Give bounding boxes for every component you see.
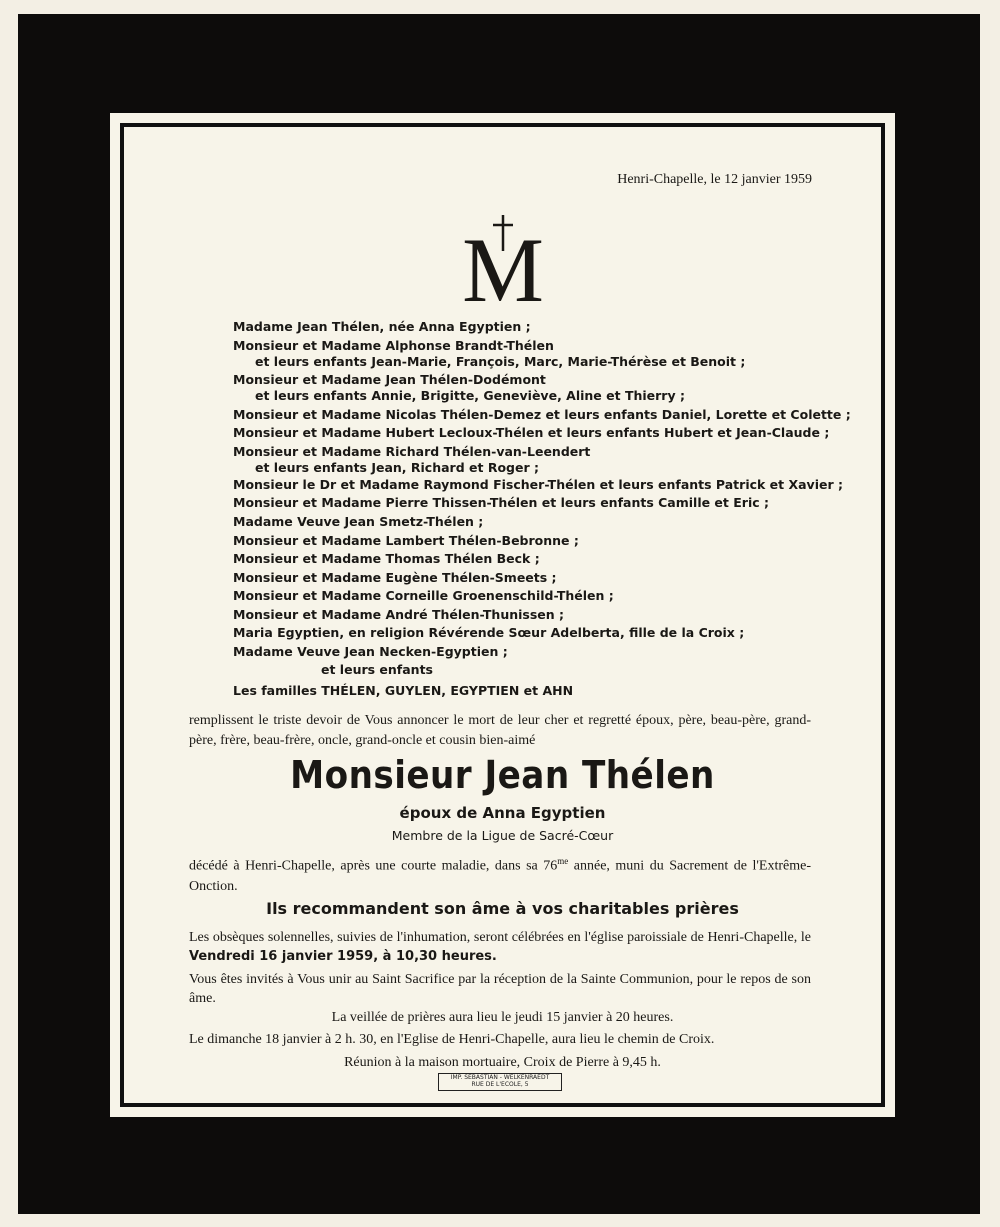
printer-name: IMP. SEBASTIAN - WELKENRAEDT — [450, 1074, 550, 1081]
way-of-cross-line: Le dimanche 18 janvier à 2 h. 30, en l'Eglise de Henri-Chapelle, aura lieu le chemin de Croix. — [189, 1032, 715, 1047]
meeting-line: Réunion à la maison mortuaire, Croix de Pierre à 9,45 h. — [344, 1055, 661, 1070]
family-line: Monsieur le Dr et Madame Raymond Fischer-Thélen et leurs enfants Patrick et Xavier ; — [233, 477, 843, 492]
family-line: et leurs enfants — [321, 662, 433, 677]
announcement-panel — [110, 113, 895, 1117]
intro-paragraph: remplissent le triste devoir de Vous annoncer le mort de leur cher et regretté époux, père, beau-père, grand-père, frère, beau-frère, oncle, grand-oncle et cousin bien-aimé — [189, 713, 811, 748]
family-line: Monsieur et Madame Lambert Thélen-Bebronne ; — [233, 533, 579, 548]
family-line: Monsieur et Madame André Thélen-Thunissen ; — [233, 607, 565, 622]
membership-line: Membre de la Ligue de Sacré-Cœur — [391, 828, 614, 843]
prayer-heading: Ils recommandent son âme à vos charitables prières — [266, 899, 739, 918]
printer-address: RUE DE L'ECOLE, 5 — [471, 1081, 529, 1088]
death-paragraph — [189, 851, 811, 897]
spouse-line: époux de Anna Egyptien — [399, 804, 606, 822]
family-line: Madame Veuve Jean Necken-Egyptien ; — [233, 644, 508, 659]
deceased-name: Monsieur Jean Thélen — [290, 753, 715, 797]
funeral-paragraph — [189, 928, 811, 966]
family-line: Monsieur et Madame Jean Thélen-Dodémont — [233, 372, 546, 387]
family-line: Monsieur et Madame Pierre Thissen-Thélen et leurs enfants Camille et Eric ; — [233, 495, 769, 510]
ordinal-suffix: me — [557, 856, 569, 866]
monogram-letter: M — [462, 219, 544, 307]
funeral-text: Les obsèques solennelles, suivies de l'inhumation, seront célébrées en l'église paroissiale de Henri-Chapelle, le — [189, 930, 811, 945]
family-line: Madame Jean Thélen, née Anna Egyptien ; — [233, 319, 531, 334]
family-line: Maria Egyptien, en religion Révérende Sœur Adelberta, fille de la Croix ; — [233, 625, 745, 640]
funeral-date-time: Vendredi 16 janvier 1959, à 10,30 heures. — [189, 949, 497, 964]
family-line: et leurs enfants Jean, Richard et Roger ; — [255, 460, 539, 475]
family-line: Madame Veuve Jean Smetz-Thélen ; — [233, 514, 484, 529]
family-line: Monsieur et Madame Eugène Thélen-Smeets ; — [233, 570, 557, 585]
family-line: et leurs enfants Annie, Brigitte, Geneviève, Aline et Thierry ; — [255, 388, 685, 403]
communion-paragraph: Vous êtes invités à Vous unir au Saint Sacrifice par la réception de la Sainte Communion, pour le repos de son âme. — [189, 972, 811, 1006]
family-line: Monsieur et Madame Corneille Groenenschild-Thélen ; — [233, 588, 614, 603]
vigil-line: La veillée de prières aura lieu le jeudi 15 janvier à 20 heures. — [331, 1010, 674, 1025]
family-line: Monsieur et Madame Hubert Lecloux-Thélen et leurs enfants Hubert et Jean-Claude ; — [233, 425, 830, 440]
family-line: Monsieur et Madame Nicolas Thélen-Demez et leurs enfants Daniel, Lorette et Colette ; — [233, 407, 851, 422]
family-line: Monsieur et Madame Alphonse Brandt-Thélen — [233, 338, 554, 353]
printer-imprint — [438, 1073, 562, 1091]
family-line: Monsieur et Madame Richard Thélen-van-Leendert — [233, 444, 591, 459]
family-line: et leurs enfants Jean-Marie, François, Marc, Marie-Thérèse et Benoit ; — [255, 354, 746, 369]
death-text-end: année, muni du Sacrement de l'Extrême-Onction. — [189, 858, 811, 894]
marian-monogram-icon — [455, 211, 551, 307]
death-text-start: décédé à Henri-Chapelle, après une courte maladie, dans sa 76 — [189, 858, 558, 874]
families-summary: Les familles THÉLEN, GUYLEN, EGYPTIEN et AHN — [233, 683, 574, 698]
date-line: Henri-Chapelle, le 12 janvier 1959 — [617, 172, 812, 187]
family-line: Monsieur et Madame Thomas Thélen Beck ; — [233, 551, 540, 566]
